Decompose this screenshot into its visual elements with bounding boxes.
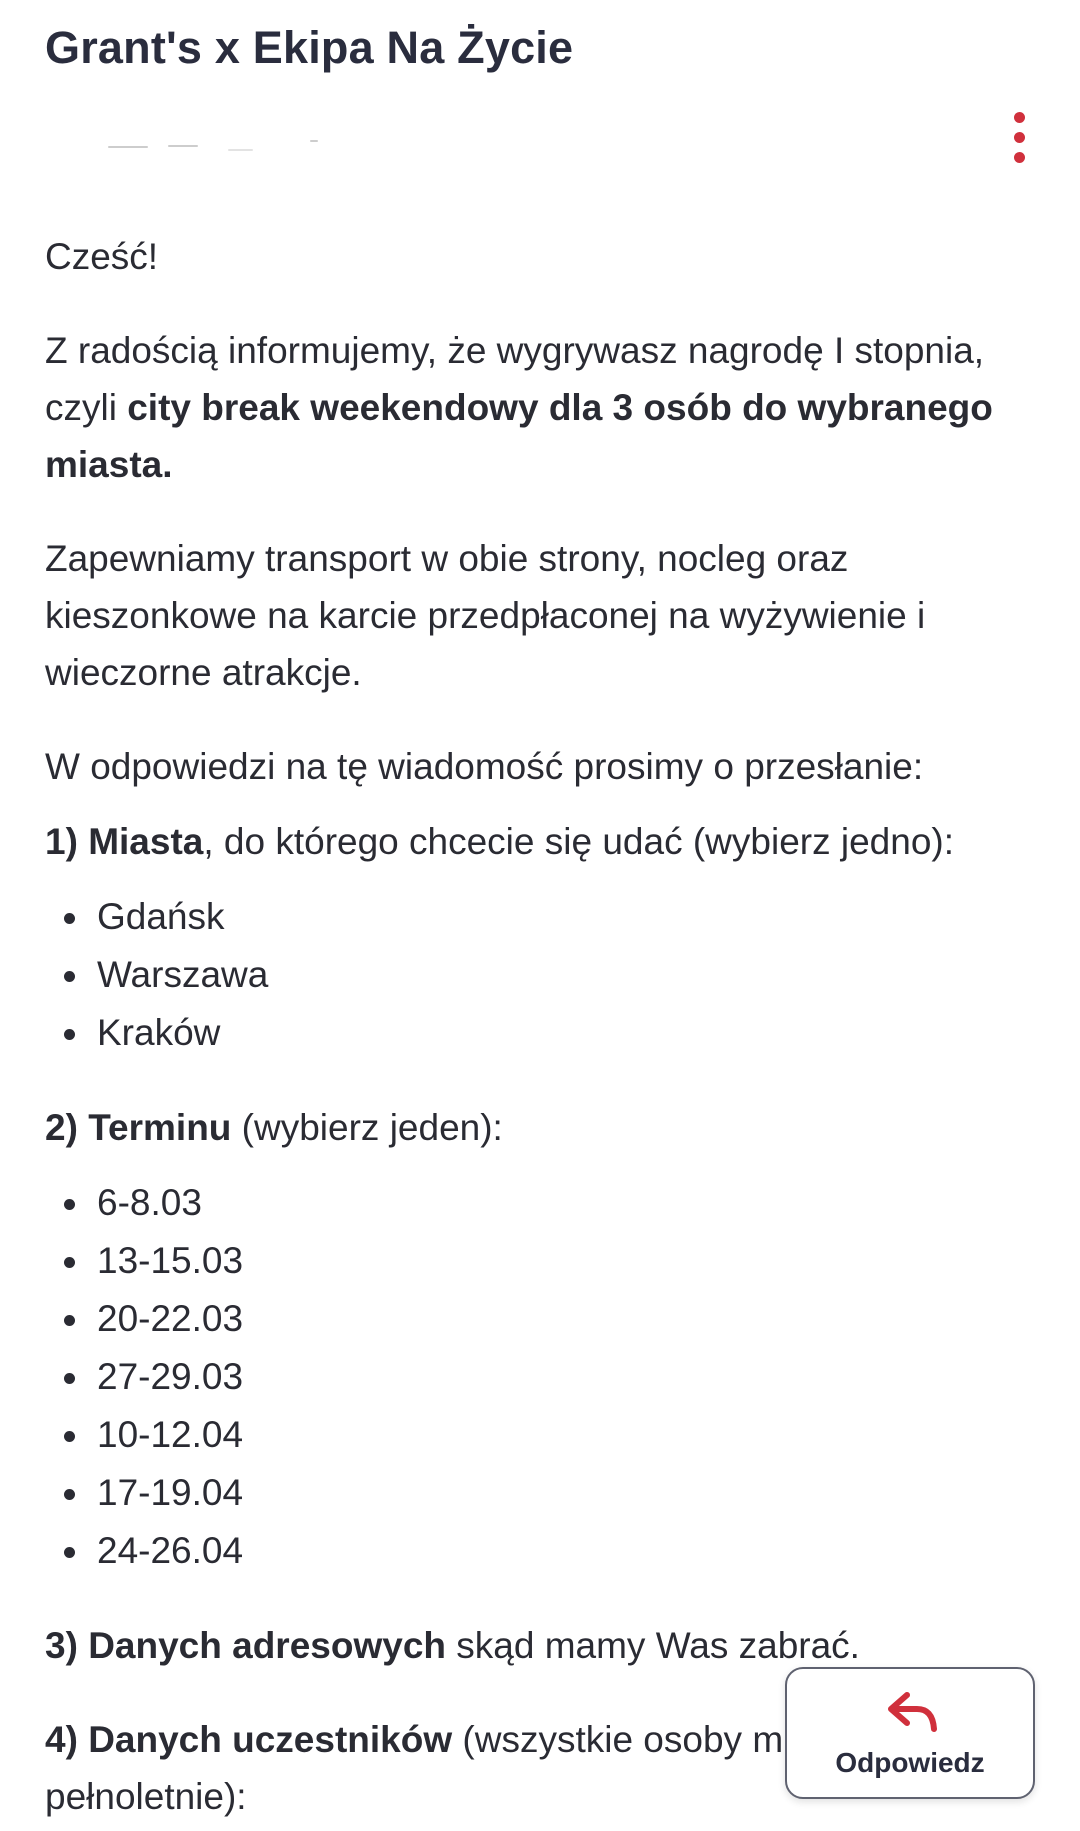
greeting: Cześć! [45,236,159,277]
email-subject: Grant's x Ekipa Na Życie [45,22,574,73]
list-item: Warszawa [45,946,1035,1004]
email-body [45,228,1035,1825]
list-item: 20-22.03 [45,1290,1035,1348]
bullet [64,1431,75,1442]
list-item: 6-8.03 [45,1174,1035,1232]
date-options-list [45,1174,1035,1580]
bullet [64,913,75,924]
bullet [64,1257,75,1268]
bullet [64,1373,75,1384]
request-item-city: 1) Miasta, do którego chcecie się udać (wybierz jedno): [45,821,955,862]
more-options-button[interactable] [1000,108,1038,168]
request-item-participants: 4) Danych uczestników (wszystkie osoby m pełnoletnie): [45,1719,784,1817]
request-item-address: 3) Danych adresowych skąd mamy Was zabrać. [45,1625,860,1666]
list-item: 13-15.03 [45,1232,1035,1290]
bullet [64,971,75,982]
reply-button[interactable] [785,1667,1035,1799]
bullet [64,1315,75,1326]
reply-label: Odpowiedz [835,1747,985,1778]
list-item: Kraków [45,1004,1035,1062]
bullet [64,1029,75,1040]
prize-highlight: city break weekendowy dla 3 osób do wybranego miasta. [45,387,993,485]
list-item: 27-29.03 [45,1348,1035,1406]
request-item-date: 2) Terminu (wybierz jeden): [45,1107,503,1148]
sender-redacted [48,140,328,154]
bullet [64,1547,75,1558]
bullet [64,1199,75,1210]
bullet [64,1489,75,1500]
city-options-list [45,888,1035,1062]
more-vertical-icon [1014,112,1025,123]
list-item: Gdańsk [45,888,1035,946]
list-item: 10-12.04 [45,1406,1035,1464]
paragraph-prize: Z radością informujemy, że wygrywasz nagrodę I stopnia, czyli city break weekendowy dla 3 osób do wybranego miasta. [45,330,993,485]
list-item: 24-26.04 [45,1522,1035,1580]
paragraph-details: Zapewniamy transport w obie strony, nocleg oraz kieszonkowe na karcie przedpłaconej na wyżywienie i wieczorne atrakcje. [45,538,926,693]
list-item: 17-19.04 [45,1464,1035,1522]
reply-arrow-icon [887,1691,939,1733]
paragraph-request: W odpowiedzi na tę wiadomość prosimy o przesłanie: [45,746,924,787]
